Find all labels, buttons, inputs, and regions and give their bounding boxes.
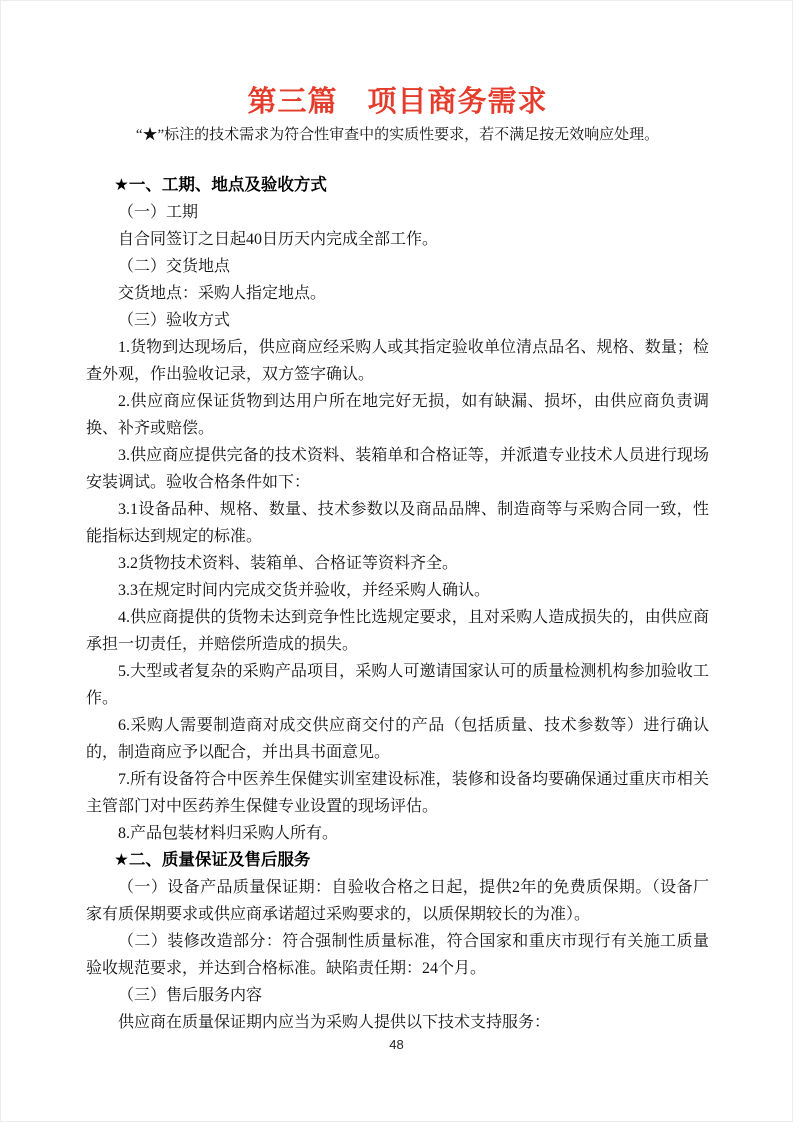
paragraph: 8.产品包装材料归采购人所有。: [118, 825, 339, 842]
paragraph: 5.大型或者复杂的采购产品项目，采购人可邀请国家认可的质量检测机构参加验收工作。: [86, 663, 709, 707]
section-schedule-location-acceptance: [86, 172, 709, 847]
paragraph: （一）工期: [118, 204, 199, 221]
paragraph: 3.3在规定时间内完成交货并验收，并经采购人确认。: [118, 582, 491, 599]
paragraph: （一）设备产品质量保证期：自验收合格之日起，提供2年的免费质保期。（设备厂家有质保期要求或供应商承诺超过采购要求的，以质保期较长的为准）。: [86, 879, 709, 923]
section-heading-warranty: ★二、质量保证及售后服务: [114, 851, 311, 869]
paragraph: （三）售后服务内容: [118, 987, 263, 1004]
paragraph: 6.采购人需要制造商对成交供应商交付的产品（包括质量、技术参数等）进行确认的，制造商应予以配合，并出具书面意见。: [86, 717, 709, 761]
paragraph: 4.供应商提供的货物未达到竞争性比选规定要求，且对采购人造成损失的，由供应商承担一切责任，并赔偿所造成的损失。: [86, 609, 709, 653]
page-title: 第三篇 项目商务需求: [247, 86, 548, 118]
star-note: “★”标注的技术需求为符合性审查中的实质性要求，若不满足按无效响应处理。: [135, 127, 660, 143]
paragraph: 7.所有设备符合中医养生保健实训室建设标准，装修和设备均要确保通过重庆市相关主管部门对中医药养生保健专业设置的现场评估。: [86, 771, 709, 815]
paragraph: 3.2货物技术资料、装箱单、合格证等资料齐全。: [118, 555, 459, 572]
paragraph: （三）验收方式: [118, 312, 231, 329]
section-paragraphs: [86, 199, 709, 847]
paragraph: 3.供应商应提供完备的技术资料、装箱单和合格证等，并派遣专业技术人员进行现场安装调试。验收合格条件如下：: [86, 447, 709, 491]
section-heading-schedule: ★一、工期、地点及验收方式: [114, 176, 327, 194]
section-paragraphs: [86, 874, 709, 1036]
section-warranty-after-sales: [86, 847, 709, 1036]
paragraph: （二）装修改造部分：符合强制性质量标准，符合国家和重庆市现行有关施工质量验收规范要求，并达到合格标准。缺陷责任期：24个月。: [86, 933, 709, 977]
paragraph: 2.供应商应保证货物到达用户所在地完好无损，如有缺漏、损坏，由供应商负责调换、补齐或赔偿。: [86, 393, 709, 437]
paragraph: 交货地点：采购人指定地点。: [118, 285, 327, 302]
paragraph: 1.货物到达现场后，供应商应经采购人或其指定验收单位清点品名、规格、数量；检查外观，作出验收记录，双方签字确认。: [86, 339, 709, 383]
paragraph: （二）交货地点: [118, 258, 231, 275]
document-body: [86, 172, 709, 1036]
paragraph: 供应商在质量保证期内应当为采购人提供以下技术支持服务：: [118, 1014, 551, 1031]
paragraph: 3.1设备品种、规格、数量、技术参数以及商品品牌、制造商等与采购合同一致，性能指标达到规定的标准。: [86, 501, 709, 545]
page-number: 48: [389, 1037, 404, 1052]
paragraph: 自合同签订之日起40日历天内完成全部工作。: [118, 231, 439, 248]
